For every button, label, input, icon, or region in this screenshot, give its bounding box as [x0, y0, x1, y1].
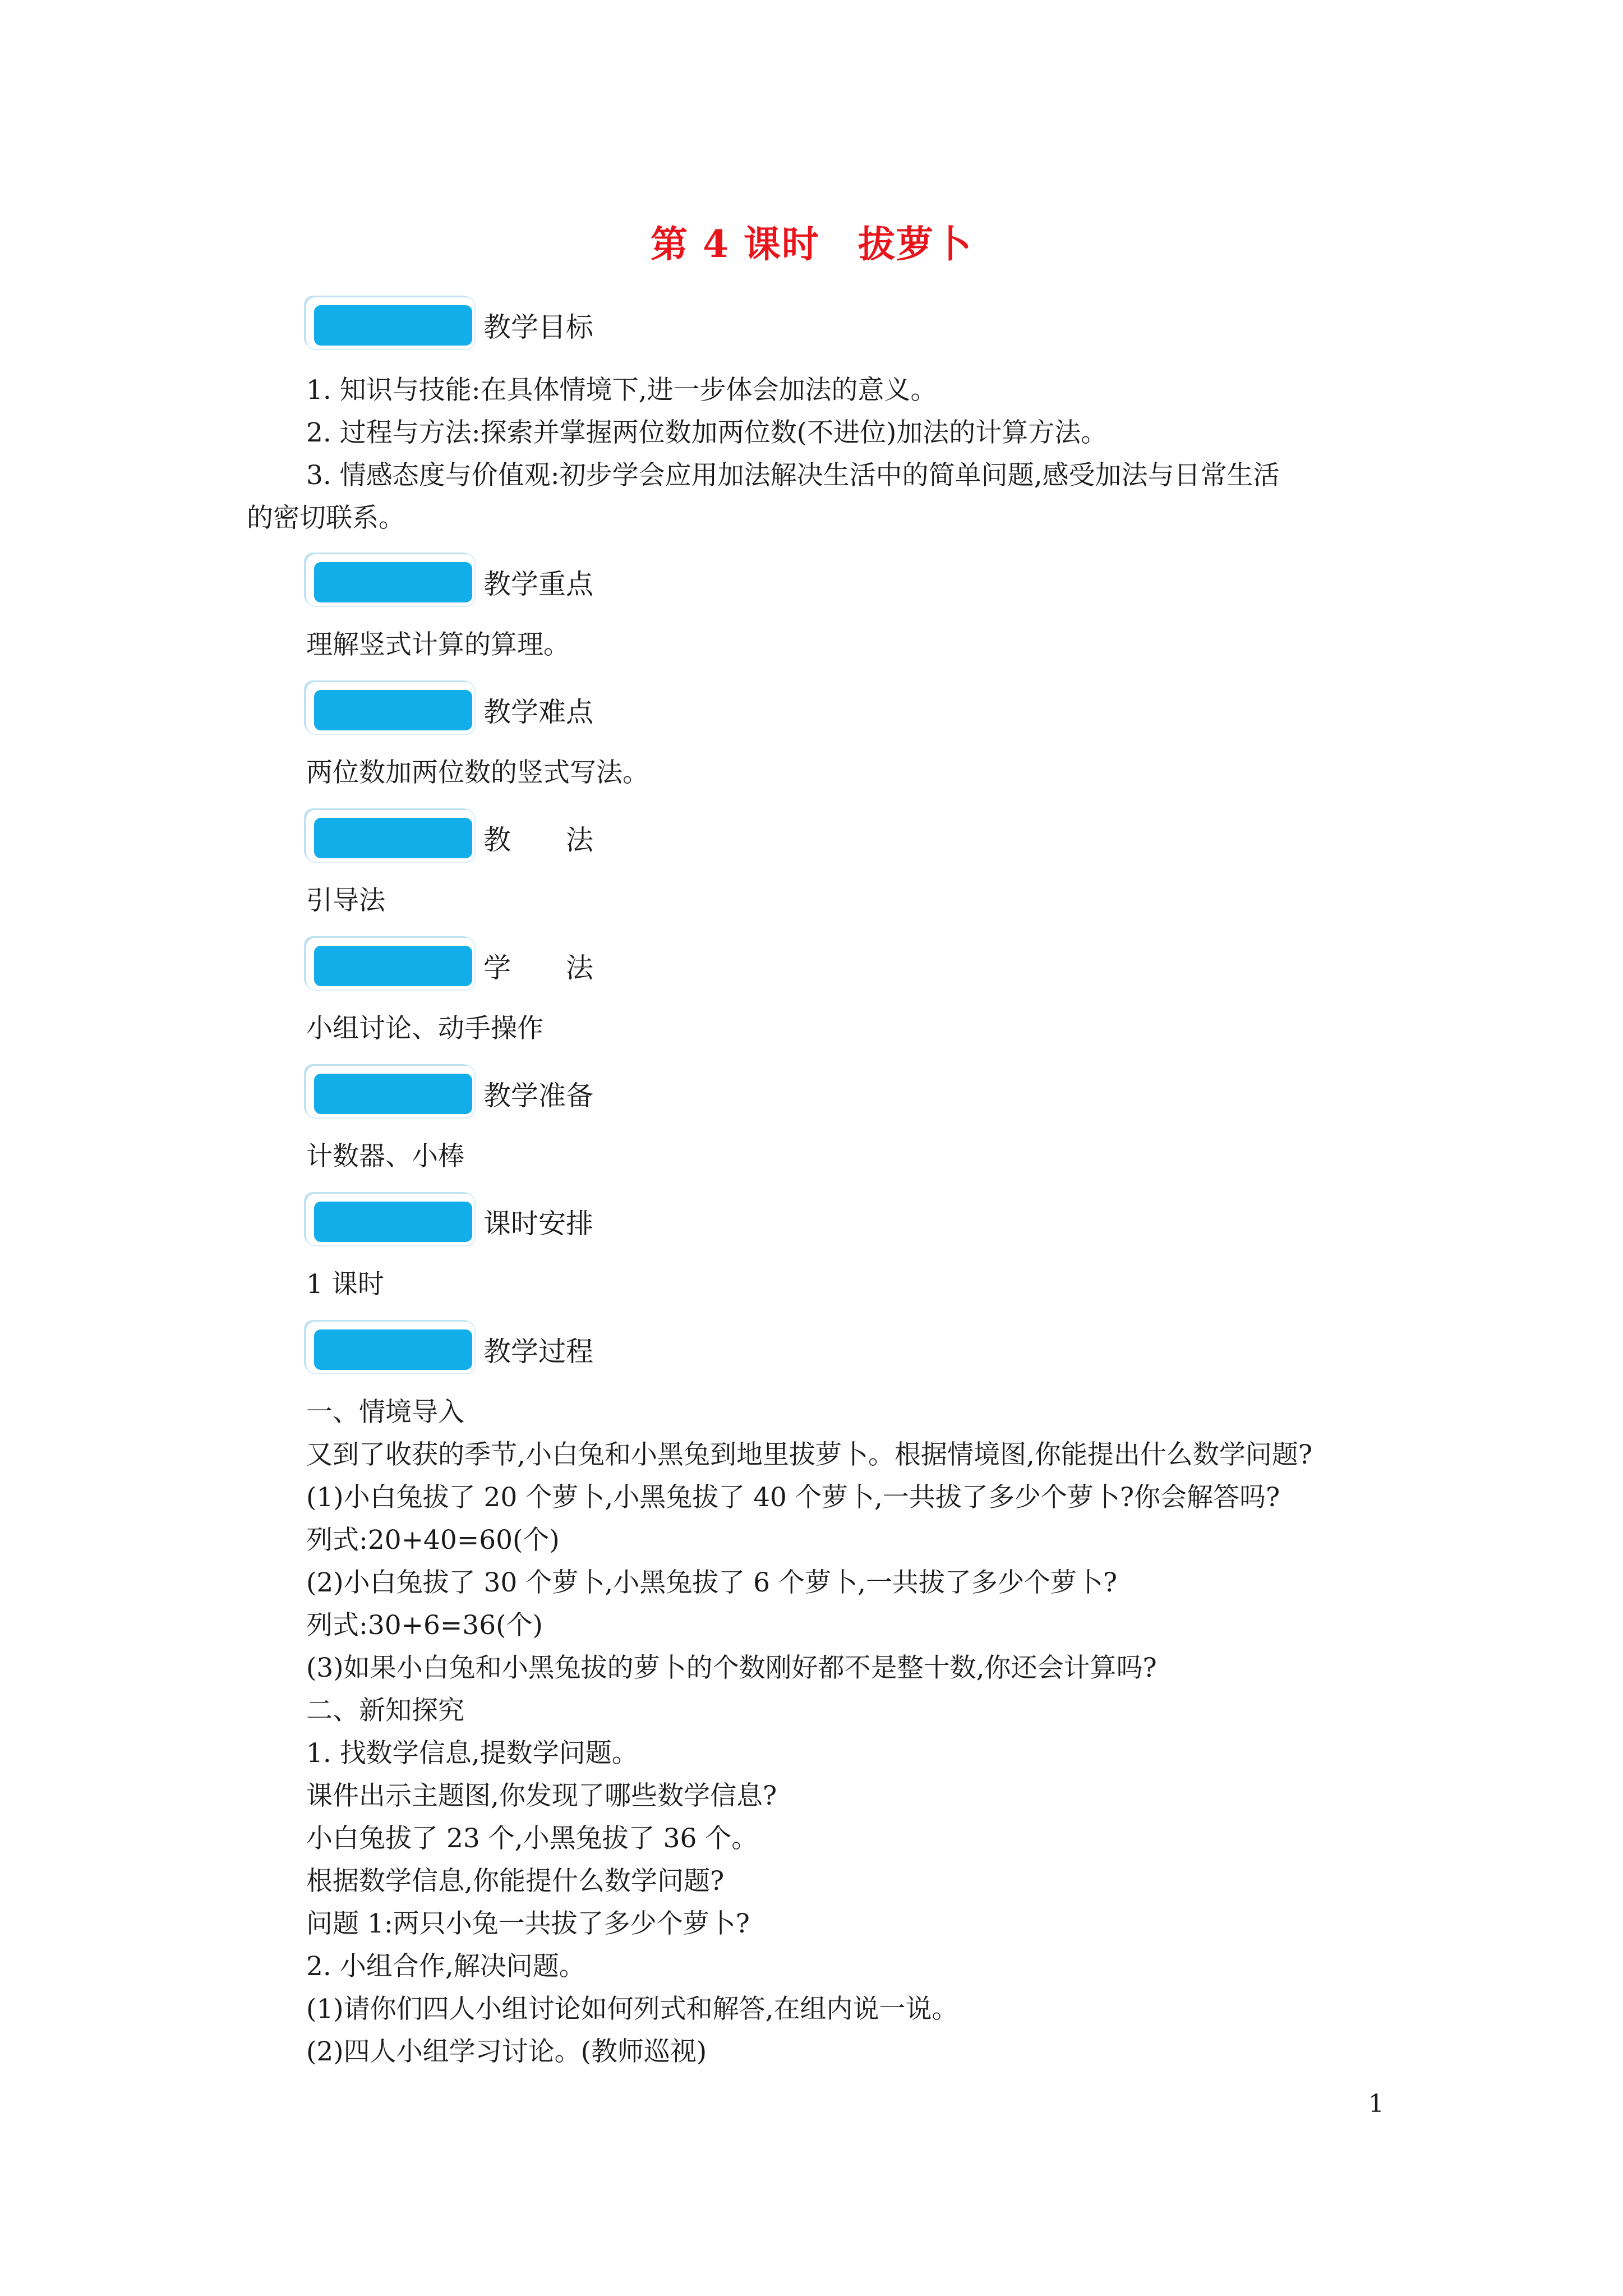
- section-label: 学 法: [483, 952, 594, 984]
- section-header-preparation: [306, 1066, 643, 1128]
- section-header-teaching-method: [306, 810, 643, 872]
- section-tab-decoration: [306, 938, 474, 990]
- objective-item: 1. 知识与技能:在具体情境下,进一步体会加法的意义。: [306, 375, 937, 406]
- section-text: 计数器、小棒: [306, 1141, 464, 1172]
- section-text: 引导法: [306, 885, 385, 916]
- section-label: 教学准备: [483, 1080, 594, 1112]
- section-label: 教学目标: [483, 311, 594, 343]
- section-text: 小组讨论、动手操作: [306, 1013, 543, 1044]
- section-label: 教 法: [483, 824, 594, 856]
- process-line: 根据数学信息,你能提什么数学问题?: [306, 1866, 725, 1897]
- process-line: 问题 1:两只小兔一共拔了多少个萝卜?: [306, 1908, 750, 1939]
- section-header-schedule: [306, 1194, 643, 1255]
- process-line: 1. 找数学信息,提数学问题。: [306, 1738, 638, 1769]
- section-tab-decoration: [306, 1322, 474, 1373]
- section-header-objectives: [306, 297, 643, 359]
- section-header-key-points: [306, 554, 643, 616]
- section-header-learning-method: [306, 938, 643, 1000]
- process-line: 一、情境导入: [306, 1397, 464, 1428]
- section-tab-decoration: [306, 554, 474, 606]
- section-label: 教学重点: [483, 568, 594, 600]
- process-line: 又到了收获的季节,小白兔和小黑兔到地里拔萝卜。根据情境图,你能提出什么数学问题?: [306, 1439, 1313, 1470]
- process-line: 小白兔拔了 23 个,小黑兔拔了 36 个。: [306, 1823, 758, 1854]
- page-title: 第 4 课时 拔萝卜: [651, 222, 972, 266]
- section-label: 课时安排: [483, 1208, 594, 1240]
- process-line: (3)如果小白兔和小黑兔拔的萝卜的个数刚好都不是整十数,你还会计算吗?: [306, 1653, 1157, 1683]
- process-line: 2. 小组合作,解决问题。: [306, 1951, 585, 1982]
- page-number: 1: [1368, 2090, 1384, 2118]
- process-line: (1)小白兔拔了 20 个萝卜,小黑兔拔了 40 个萝卜,一共拔了多少个萝卜?你会解答吗?: [306, 1482, 1280, 1513]
- process-line: 列式:20+40=60(个): [306, 1525, 560, 1556]
- process-line: (2)四人小组学习讨论。(教师巡视): [306, 2036, 707, 2067]
- process-line: 课件出示主题图,你发现了哪些数学信息?: [306, 1780, 777, 1811]
- section-label: 教学过程: [483, 1336, 594, 1368]
- section-text: 1 课时: [306, 1269, 384, 1300]
- section-header-process: [306, 1322, 643, 1383]
- section-tab-decoration: [306, 810, 474, 862]
- objective-item: 的密切联系。: [247, 503, 405, 533]
- section-label: 教学难点: [483, 696, 594, 728]
- objective-item: 2. 过程与方法:探索并掌握两位数加两位数(不进位)加法的计算方法。: [306, 417, 1108, 448]
- process-line: 列式:30+6=36(个): [306, 1610, 543, 1641]
- objective-item: 3. 情感态度与价值观:初步学会应用加法解决生活中的简单问题,感受加法与日常生活: [306, 460, 1280, 491]
- section-text: 两位数加两位数的竖式写法。: [306, 757, 649, 788]
- process-line: (2)小白兔拔了 30 个萝卜,小黑兔拔了 6 个萝卜,一共拔了多少个萝卜?: [306, 1567, 1118, 1598]
- section-tab-decoration: [306, 297, 474, 349]
- process-line: 二、新知探究: [306, 1695, 464, 1726]
- section-tab-decoration: [306, 682, 474, 734]
- section-header-difficulties: [306, 682, 643, 744]
- section-tab-decoration: [306, 1066, 474, 1117]
- process-line: (1)请你们四人小组讨论如何列式和解答,在组内说一说。: [306, 1994, 958, 2024]
- section-tab-decoration: [306, 1194, 474, 1245]
- section-text: 理解竖式计算的算理。: [306, 629, 570, 660]
